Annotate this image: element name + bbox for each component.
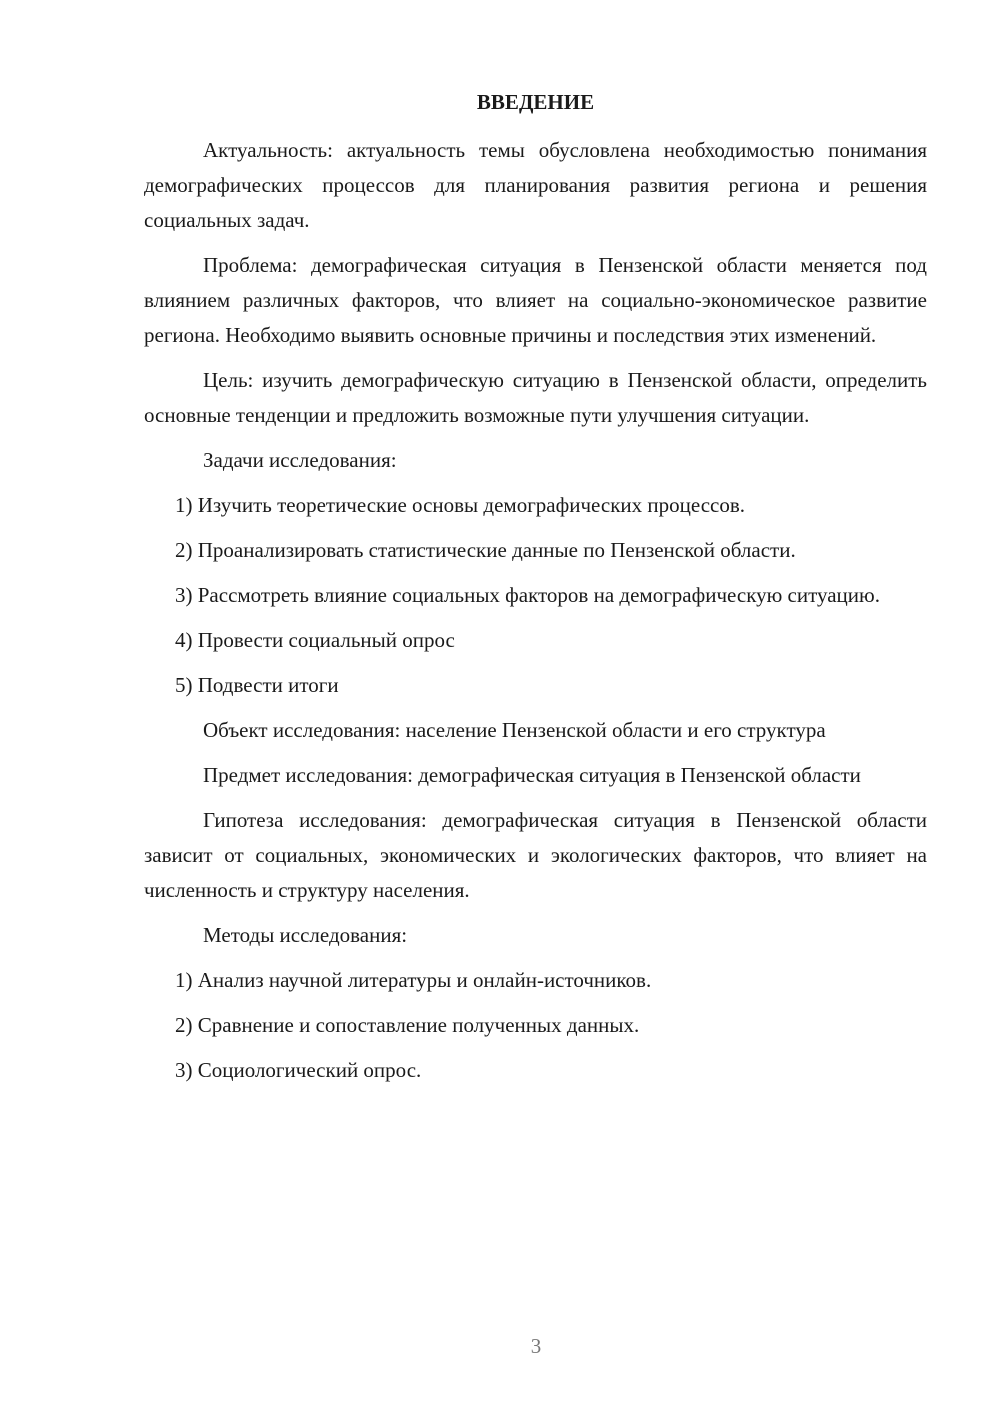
object-paragraph: Объект исследования: население Пензенской области и его структура bbox=[203, 718, 826, 742]
document-page bbox=[144, 90, 927, 1098]
problem-paragraph: Проблема: демографическая ситуация в Пензенской области меняется под влиянием различных факторов, что влияет на социально-экономическое развитие региона. Необходимо выявить основные причины и последствия этих изменений. bbox=[144, 253, 927, 347]
method-item: 3) Социологический опрос. bbox=[175, 1058, 422, 1082]
page-number: 3 bbox=[530, 1334, 542, 1358]
subject-paragraph: Предмет исследования: демографическая ситуация в Пензенской области bbox=[203, 763, 861, 787]
method-item: 1) Анализ научной литературы и онлайн-источников. bbox=[175, 968, 652, 992]
task-item: 5) Подвести итоги bbox=[175, 673, 339, 697]
relevance-paragraph: Актуальность: актуальность темы обусловлена необходимостью понимания демографических процессов для планирования развития региона и решения социальных задач. bbox=[144, 138, 927, 232]
methods-heading: Методы исследования: bbox=[203, 923, 408, 947]
task-item: 1) Изучить теоретические основы демографических процессов. bbox=[175, 493, 746, 517]
task-item: 2) Проанализировать статистические данные по Пензенской области. bbox=[175, 538, 796, 562]
task-item: 3) Рассмотреть влияние социальных факторов на демографическую ситуацию. bbox=[175, 583, 880, 607]
tasks-heading: Задачи исследования: bbox=[203, 448, 397, 472]
task-item: 4) Провести социальный опрос bbox=[175, 628, 455, 652]
hypothesis-paragraph: Гипотеза исследования: демографическая ситуация в Пензенской области зависит от социальных, экономических и экологических факторов, что влияет на численность и структуру населения. bbox=[144, 808, 927, 902]
page-title: ВВЕДЕНИЕ bbox=[476, 90, 595, 114]
goal-paragraph: Цель: изучить демографическую ситуацию в Пензенской области, определить основные тенденции и предложить возможные пути улучшения ситуации. bbox=[144, 368, 927, 427]
method-item: 2) Сравнение и сопоставление полученных данных. bbox=[175, 1013, 640, 1037]
